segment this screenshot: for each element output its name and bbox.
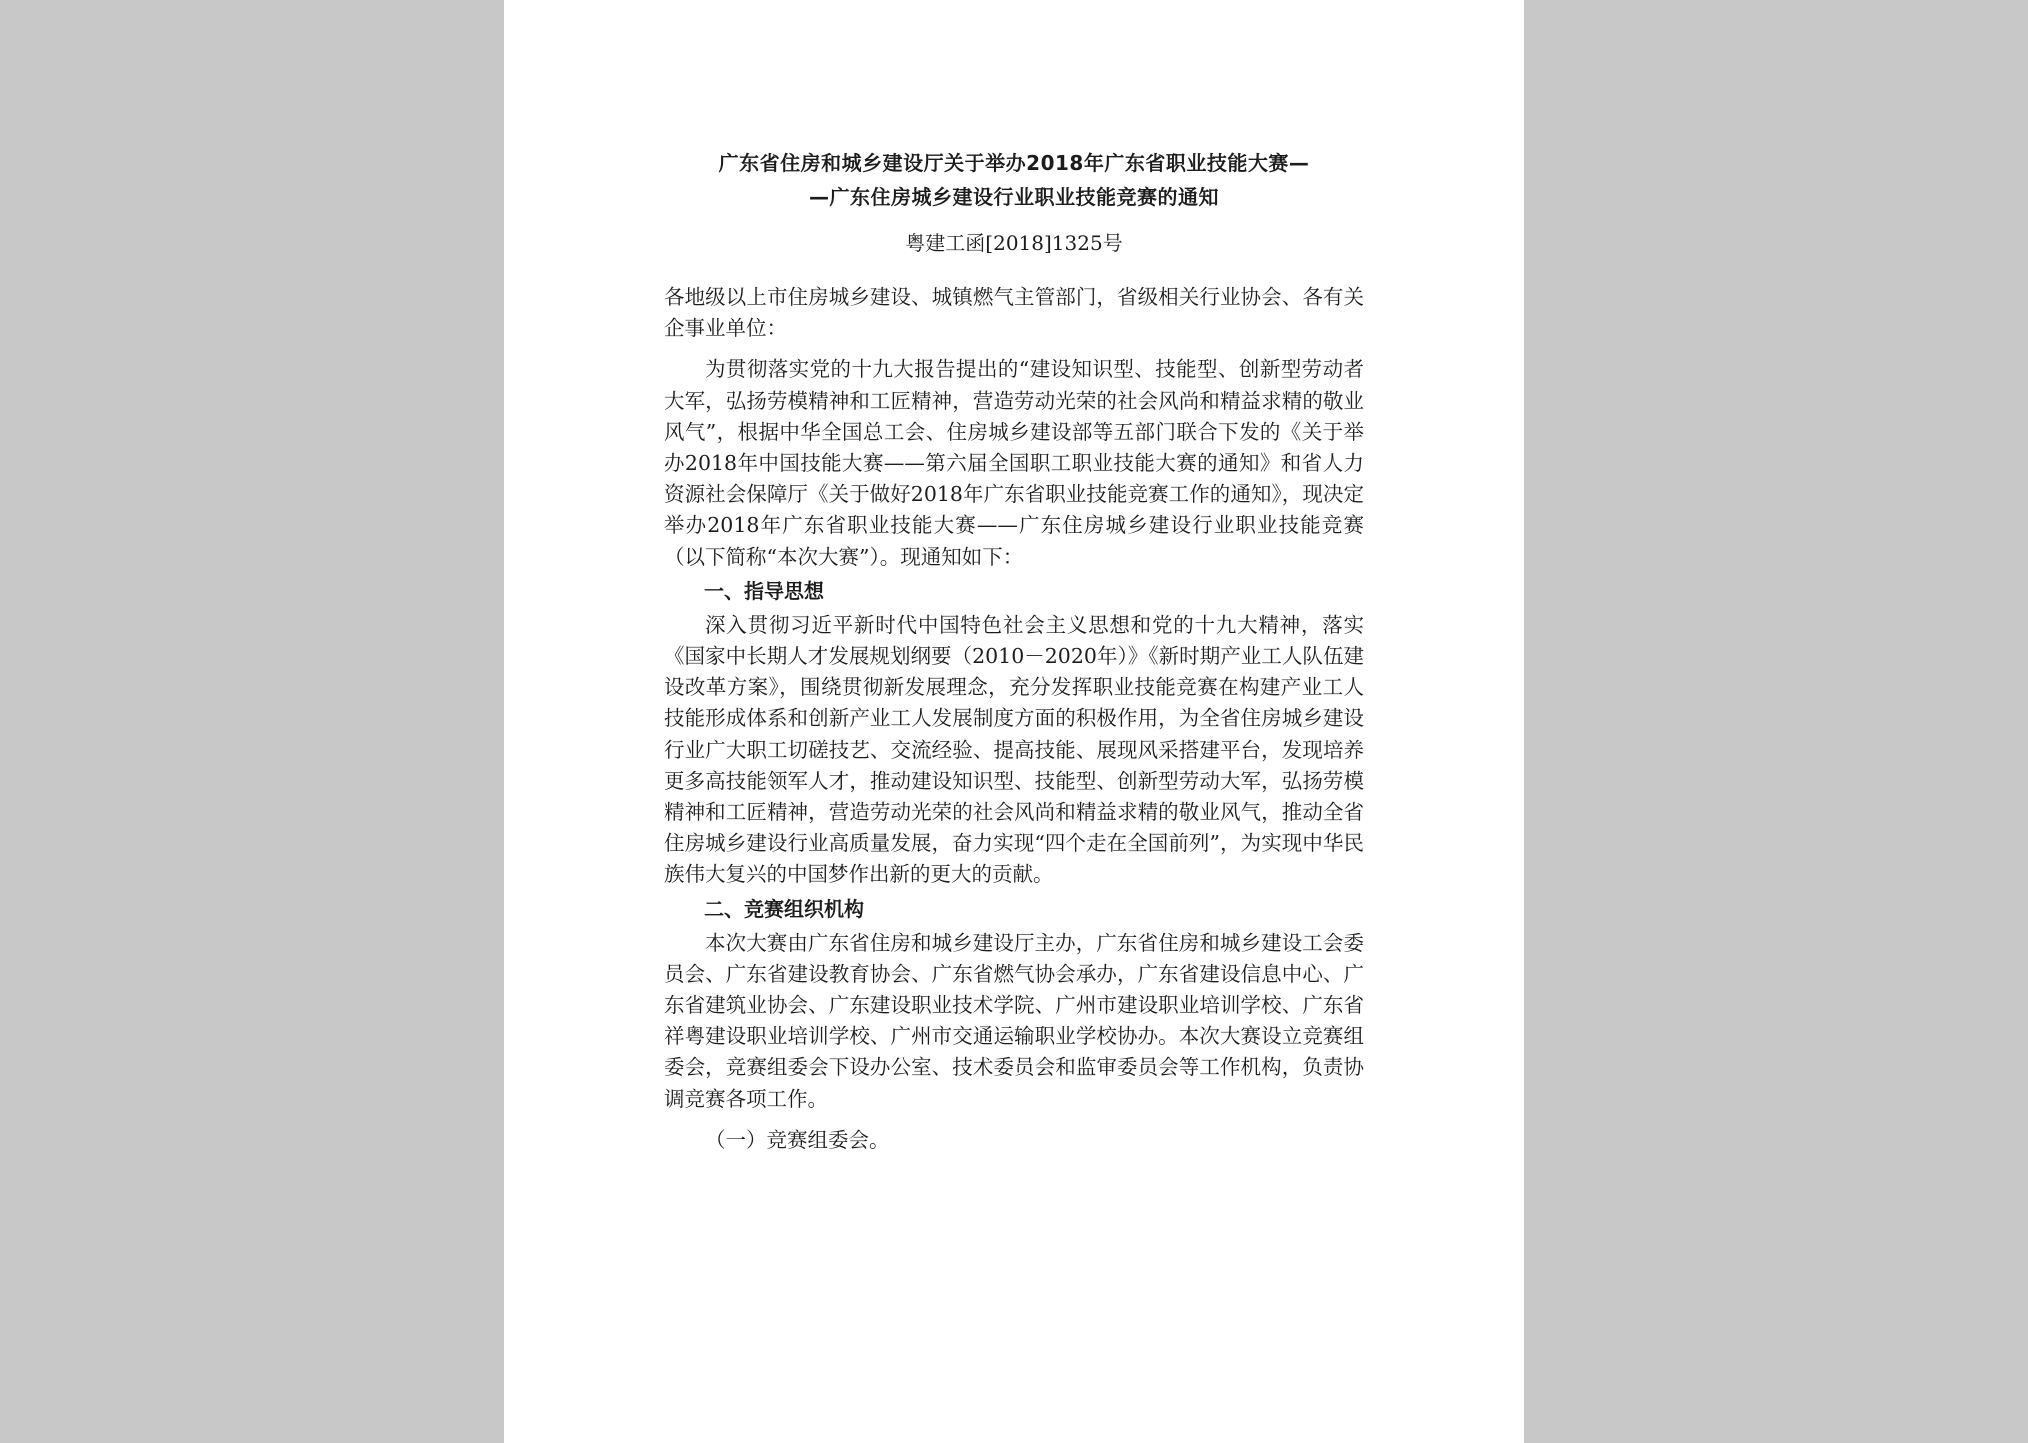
recipient-line: 各地级以上市住房城乡建设、城镇燃气主管部门，省级相关行业协会、各有关企事业单位： xyxy=(664,285,1364,341)
intro-paragraph: 为贯彻落实党的十九大报告提出的“建设知识型、技能型、创新型劳动者大军，弘扬劳模精神和工匠精神，营造劳动光荣的社会风尚和精益求精的敬业风气”，根据中华全国总工会、住房城乡建设部等五部门联合下发的《关于举办2018年中国技能大赛——第六届全国职工职业技能大赛的通知》和省人力资源社会保障厅《关于做好2018年广东省职业技能竞赛工作的通知》，现决定举办2018年广东省职业技能大赛——广东住房城乡建设行业职业技能竞赛（以下简称“本次大赛”）。现通知如下： xyxy=(664,357,1364,569)
section-2-body: 本次大赛由广东省住房和城乡建设厅主办，广东省住房和城乡建设工会委员会、广东省建设教育协会、广东省燃气协会承办，广东省建设信息中心、广东省建筑业协会、广东建设职业技术学院、广州市建设职业培训学校、广东省祥粤建设职业培训学校、广州市交通运输职业学校协办。本次大赛设立竞赛组委会，竞赛组委会下设办公室、技术委员会和监审委员会等工作机构，负责协调竞赛各项工作。 xyxy=(664,930,1364,1111)
section-1-heading: 一、指导思想 xyxy=(704,578,824,603)
title-line-2: —广东住房城乡建设行业职业技能竞赛的通知 xyxy=(809,185,1219,209)
title-line-1: 广东省住房和城乡建设厅关于举办2018年广东省职业技能大赛— xyxy=(718,151,1310,175)
document-page xyxy=(504,0,1524,1443)
page-content xyxy=(664,146,1364,1156)
subsection-1-heading: （一）竞赛组委会。 xyxy=(705,1127,890,1152)
section-1-body: 深入贯彻习近平新时代中国特色社会主义思想和党的十九大精神，落实《国家中长期人才发展规划纲要（2010－2020年）》《新时期产业工人队伍建设改革方案》，围绕贯彻新发展理念，充分发挥职业技能竞赛在构建产业工人技能形成体系和创新产业工人发展制度方面的积极作用，为全省住房城乡建设行业广大职工切磋技艺、交流经验、提高技能、展现风采搭建平台，发现培养更多高技能领军人才，推动建设知识型、技能型、创新型劳动大军，弘扬劳模精神和工匠精神，营造劳动光荣的社会风尚和精益求精的敬业风气，推动全省住房城乡建设行业高质量发展，奋力实现“四个走在全国前列”，为实现中华民族伟大复兴的中国梦作出新的更大的贡献。 xyxy=(664,612,1364,887)
section-2-heading: 二、竞赛组织机构 xyxy=(704,896,864,921)
document-number: 粤建工函[2018]1325号 xyxy=(905,231,1123,255)
document-title xyxy=(664,146,1364,214)
